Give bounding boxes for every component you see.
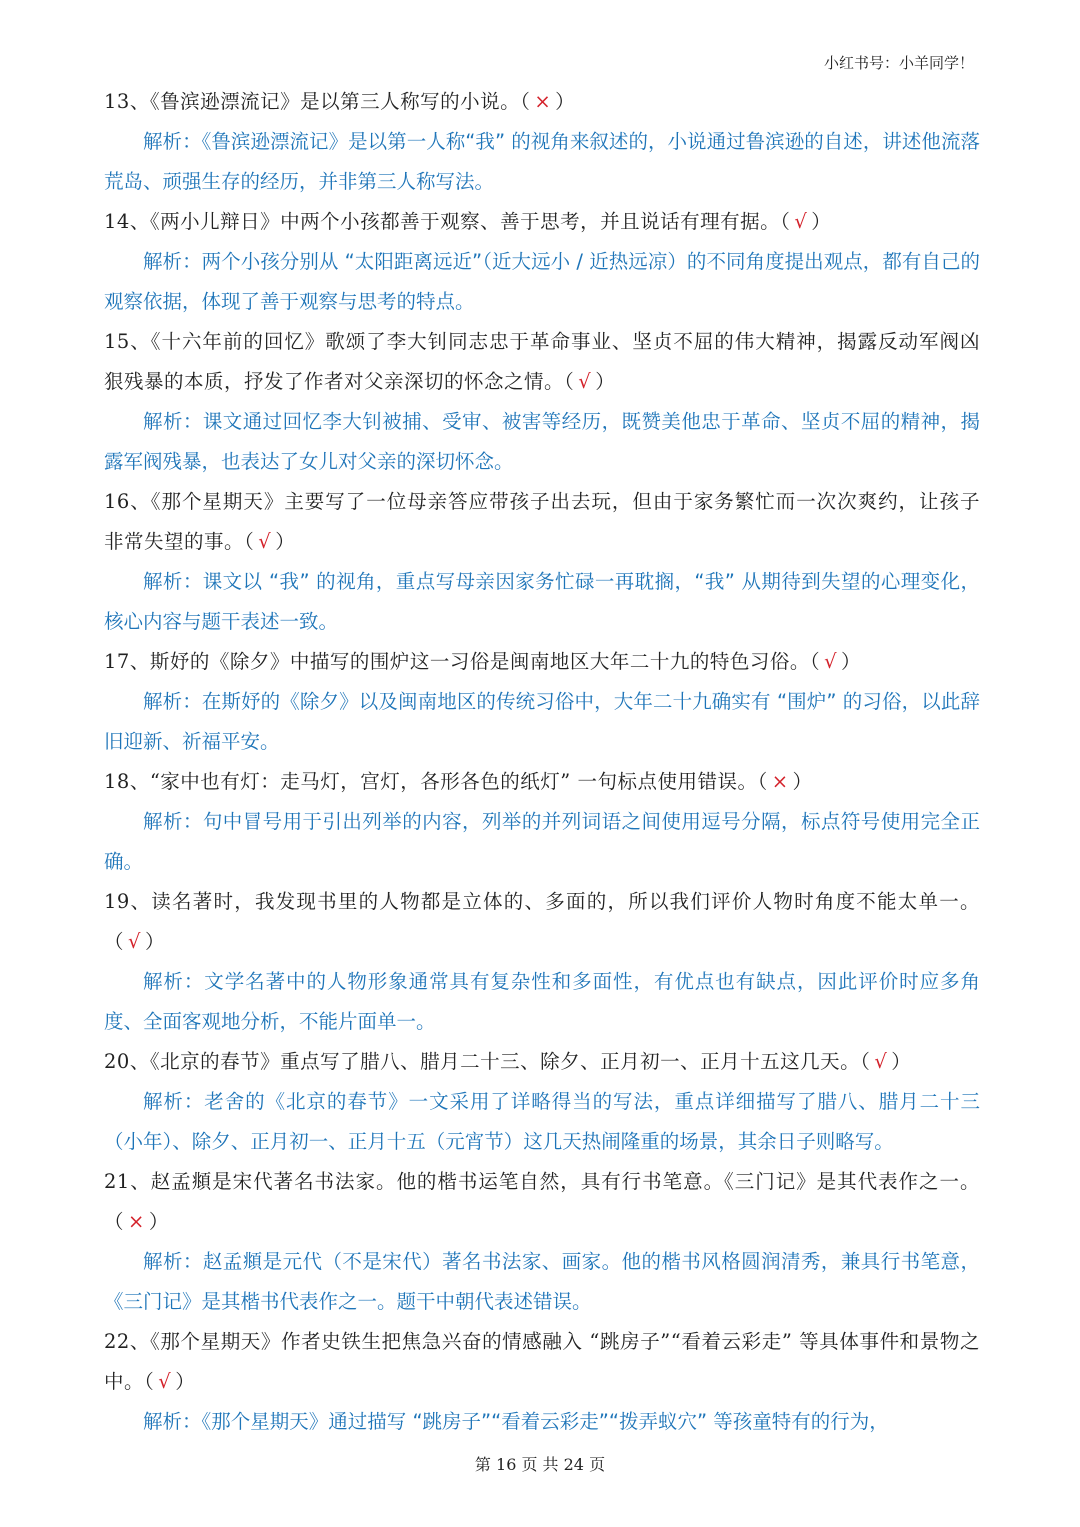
question-text: 17、斯妤的《除夕》中描写的围炉这一习俗是闽南地区大年二十九的特色习俗。（ √ ） [104, 650, 862, 673]
question-item [104, 1162, 980, 1322]
answer-mark: √ [158, 1370, 172, 1393]
page-number-footer: 第 16 页 共 24 页 [474, 1455, 606, 1474]
question-text: 22、《那个星期天》作者史铁生把焦急兴奋的情感融入 “跳房子”“看着云彩走” 等具体事件和景物之中。（ √ ） [104, 1330, 980, 1393]
analysis-text: 解析：两个小孩分别从 “太阳距离远近”（近大远小 / 近热远凉）的不同角度提出观点，都有自己的观察依据，体现了善于观察与思考的特点。 [104, 250, 980, 313]
question-text: 19、读名著时，我发现书里的人物都是立体的、多面的，所以我们评价人物时角度不能太单一。（ √ ） [104, 890, 980, 953]
question-text: 14、《两小儿辩日》中两个小孩都善于观察、善于思考，并且说话有理有据。（ √ ） [104, 210, 832, 233]
answer-mark: × [128, 1210, 145, 1233]
answer-mark: √ [794, 210, 808, 233]
question-item [104, 322, 980, 482]
analysis-text: 解析：课文以 “我” 的视角，重点写母亲因家务忙碌一再耽搁，“我” 从期待到失望的心理变化，核心内容与题干表述一致。 [104, 570, 980, 633]
answer-mark: × [534, 90, 552, 113]
question-item [104, 1322, 980, 1442]
answer-mark: √ [128, 930, 141, 953]
question-text: 15、《十六年前的回忆》歌颂了李大钊同志忠于革命事业、坚贞不屈的伟大精神，揭露反动军阀凶狠残暴的本质，抒发了作者对父亲深切的怀念之情。（ √ ） [104, 330, 980, 393]
answer-mark: √ [824, 650, 838, 673]
answer-mark: √ [874, 1050, 888, 1073]
question-text: 13、《鲁滨逊漂流记》是以第三人称写的小说。（ × ） [104, 90, 576, 113]
analysis-text: 解析：在斯妤的《除夕》以及闽南地区的传统习俗中，大年二十九确实有 “围炉” 的习俗，以此辞旧迎新、祈福平安。 [104, 690, 980, 753]
question-text: 21、赵孟頫是宋代著名书法家。他的楷书运笔自然，具有行书笔意。《三门记》是其代表作之一。（ × ） [104, 1170, 980, 1233]
analysis-text: 解析：句中冒号用于引出列举的内容，列举的并列词语之间使用逗号分隔，标点符号使用完全正确。 [104, 810, 980, 873]
answer-mark: √ [578, 370, 592, 393]
analysis-text: 解析：《鲁滨逊漂流记》是以第一人称“我” 的视角来叙述的，小说通过鲁滨逊的自述，讲述他流落荒岛、顽强生存的经历，并非第三人称写法。 [104, 130, 980, 193]
question-list [104, 82, 980, 1442]
analysis-text: 解析：课文通过回忆李大钊被捕、受审、被害等经历，既赞美他忠于革命、坚贞不屈的精神，揭露军阀残暴，也表达了女儿对父亲的深切怀念。 [104, 410, 980, 473]
analysis-text: 解析：赵孟頫是元代（不是宋代）著名书法家、画家。他的楷书风格圆润清秀，兼具行书笔意，《三门记》是其楷书代表作之一。题干中朝代表述错误。 [104, 1250, 980, 1313]
question-item [104, 1042, 980, 1162]
question-item [104, 482, 980, 642]
question-item [104, 642, 980, 762]
analysis-text: 解析：老舍的《北京的春节》一文采用了详略得当的写法，重点详细描写了腊八、腊月二十三（小年）、除夕、正月初一、正月十五（元宵节）这几天热闹隆重的场景，其余日子则略写。 [104, 1090, 980, 1153]
question-item [104, 882, 980, 1042]
header-watermark: 小红书号：小羊同学！ [823, 54, 974, 72]
question-text: 18、“家中也有灯：走马灯，宫灯，各形各色的纸灯” 一句标点使用错误。（ × ） [104, 770, 813, 793]
analysis-text: 解析：《那个星期天》通过描写 “跳房子”“看着云彩走”“拨弄蚁穴” 等孩童特有的行为， [143, 1410, 889, 1433]
analysis-text: 解析：文学名著中的人物形象通常具有复杂性和多面性，有优点也有缺点，因此评价时应多角度、全面客观地分析，不能片面单一。 [104, 970, 980, 1033]
question-item [104, 82, 980, 202]
answer-mark: √ [258, 530, 272, 553]
question-text: 20、《北京的春节》重点写了腊八、腊月二十三、除夕、正月初一、正月十五这几天。（ √ ） [104, 1050, 912, 1073]
question-item [104, 762, 980, 882]
question-item [104, 202, 980, 322]
question-text: 16、《那个星期天》主要写了一位母亲答应带孩子出去玩，但由于家务繁忙而一次次爽约，让孩子非常失望的事。（ √ ） [104, 490, 980, 553]
answer-mark: × [771, 770, 789, 793]
